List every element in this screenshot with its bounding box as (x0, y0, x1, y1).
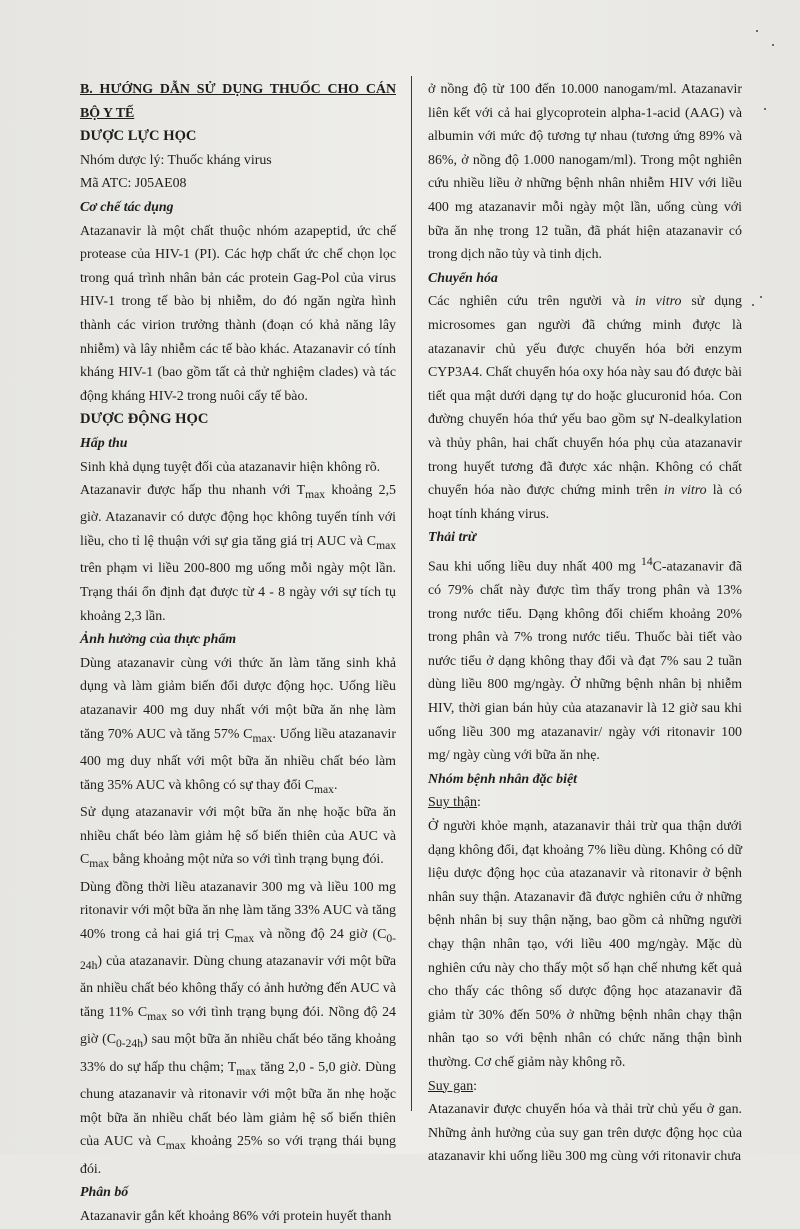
metabolism-heading: Chuyển hóa (428, 270, 498, 286)
text-run: Atazanavir được hấp thu nhanh với T (80, 483, 306, 499)
food-effect-paragraph-1 (80, 652, 396, 801)
absorption-heading: Hấp thu (80, 435, 128, 451)
special-populations-heading: Nhóm bệnh nhân đặc biệt (428, 771, 577, 787)
pharmacodynamics-heading: DƯỢC LỰC HỌC (80, 128, 197, 145)
renal-impairment-heading: Suy thận (428, 795, 478, 811)
text-run: là có hoạt tính kháng virus. (428, 483, 742, 522)
text-run: . (333, 777, 338, 793)
distribution-paragraph-continued: ở nồng độ từ 100 đến 10.000 nanogam/ml. Atazanavir liên kết với cả hai glycoprotein alpha-1-acid (AAG) và albumin với mức độ tương tự nhau (tương ứng 89% và 86%, ở nồng độ 1.000 nanogam/ml). Trong một nghiên cứu nhiều liều ở những bệnh nhân nhiễm HIV với liều 400 mg atazanavir mỗi ngày một lần, uống cùng với bữa ăn nhẹ trong 12 tuần, đã phát hiện atazanavir có trong dịch não tủy và tinh dịch. (428, 82, 742, 263)
text-run: sử dụng microsomes gan người đã chứng minh được là atazanavir chủ yếu được chuyển hóa bởi enzym CYP3A4. Chất chuyển hóa oxy hóa này sau đó được bài tiết qua mật dưới dạng tự do hoặc glucuronid hóa. Con đường chuyển hóa thứ yếu bao gồm sự N-dealkylation và thủy phân, hai chất chuyển hóa phụ của atazanavir trong huyết tương đã được xác nhận. Không có chất chuyển hóa nào được chứng minh trên (428, 294, 742, 499)
colon: : (473, 1078, 478, 1094)
food-effect-paragraph-3 (80, 876, 396, 1182)
subscript: max (314, 782, 334, 796)
text-run: . Uống liều atazanavir 400 mg duy nhất với một bữa ăn nhiều chất béo làm tăng 35% AUC và không có sự thay đổi C (80, 726, 396, 793)
scan-speck (756, 30, 758, 32)
subscript: max (165, 1139, 186, 1153)
text-run: và nồng độ 24 giờ (C (254, 926, 387, 942)
distribution-heading: Phân bố (80, 1185, 129, 1201)
text-run: bằng khoảng một nửa so với tình trạng bụng đói. (109, 852, 384, 868)
metabolism-paragraph (428, 290, 742, 526)
text-run: so với tình trạng bụng đói. Nồng độ 24 giờ (C (80, 1005, 396, 1048)
text-run: C-atazanavir đã có 79% chất này được tìm thấy trong phân và 13% trong nước tiểu. Dạng không đổi chiếm khoảng 20% trong phân và 7% trong nước tiểu. Thuốc bài tiết vào nước tiểu ở dạng không thay đổi và đạt 7% sau 2 tuần dùng liều 800 mg/ngày. Ở những bệnh nhân bị nhiễm HIV, thời gian bán hủy của atazanavir là 12 giờ sau khi uống liều 300 mg atazanavir/ ngày với ritonavir 100 mg/ ngày cùng với bữa ăn nhẹ. (428, 559, 742, 764)
subscript: 0-24h (116, 1037, 144, 1051)
italic-term: in vitro (634, 294, 682, 310)
elimination-paragraph (428, 550, 742, 768)
column-divider (411, 76, 412, 1111)
food-effect-paragraph-2 (80, 801, 396, 876)
scan-speck (760, 296, 762, 298)
subscript: max (376, 538, 396, 552)
absorption-paragraph-2 (80, 479, 396, 628)
elimination-heading: Thải trừ (428, 530, 477, 546)
subscript: max (236, 1064, 257, 1078)
subscript: max (234, 931, 255, 945)
mechanism-paragraph: Atazanavir là một chất thuộc nhóm azapeptid, ức chế protease của HIV-1 (PI). Các hợp chất ức chế chọn lọc trong quá trình nhân bản các protein Gag-Pol của virus HIV-1 trong tế bào bị nhiễm, do đó ngăn ngừa hình thành các virion trưởng thành (đoạn có khả năng lây nhiễm) và lây nhiễm các tế bào khác. Atazanavir có tính kháng HIV-1 (bao gồm tất cả thử nghiệm clades) và tác động kháng HIV-2 trong nuôi cấy tế bào. (80, 223, 396, 404)
subscript: max (252, 731, 273, 745)
section-title: B. HƯỚNG DẪN SỬ DỤNG THUỐC CHO CÁN BỘ Y TẾ (80, 82, 396, 121)
text-run: khoảng 25% so với trạng thái bụng đói. (80, 1134, 396, 1177)
colon: : (477, 795, 481, 811)
subscript: max (89, 856, 110, 870)
text-run: Dùng atazanavir cùng với thức ăn làm tăng sinh khả dụng và làm giảm biến đổi dược động học. Uống liều atazanavir 400 mg duy nhất với một bữa ăn nhẹ làm tăng 70% AUC và tăng 57% C (80, 655, 396, 742)
subscript: 0-24h (80, 931, 396, 972)
text-run: ) sau một bữa ăn nhiều chất béo tăng khoảng 33% do sự hấp thu chậm; T (80, 1032, 396, 1075)
scan-speck (752, 304, 754, 306)
food-effect-heading: Ảnh hưởng của thực phẩm (80, 632, 237, 648)
mechanism-heading: Cơ chế tác dụng (80, 199, 174, 215)
subscript: max (305, 487, 326, 501)
distribution-paragraph-start: Atazanavir gắn kết khoảng 86% với protein huyết thanh (80, 1208, 392, 1224)
subscript: max (147, 1009, 168, 1023)
text-run: khoảng 2,5 giờ. Atazanavir có dược động học không tuyến tính với liều, cho tỉ lệ thuận với sự gia tăng giá trị AUC và C (80, 483, 397, 550)
absorption-paragraph-1: Sinh khả dụng tuyệt đối của atazanavir hiện không rõ. (80, 459, 381, 475)
hepatic-impairment-heading: Suy gan (428, 1078, 474, 1094)
hepatic-paragraph: Atazanavir được chuyển hóa và thải trừ chủ yếu ở gan. Những ảnh hưởng của suy gan trên dược động học của atazanavir khi uống liều 300 mg cùng với ritonavir chưa (428, 1102, 742, 1165)
text-run: ) của atazanavir. Dùng chung atazanavir với một bữa ăn nhiều chất béo không thấy có ảnh hưởng đến AUC và tăng 11% C (80, 954, 396, 1021)
scan-speck (764, 108, 766, 110)
hepatic-heading-line (428, 1075, 742, 1099)
text-run: trên phạm vi liều 200-800 mg uống mỗi ngày một lần. Trạng thái ổn định đạt được từ 4 - 8 ngày với sự tích tụ khoảng 2,3 lần. (80, 561, 396, 624)
renal-heading-line (428, 791, 742, 815)
right-column (428, 78, 742, 1169)
pharmacologic-group: Nhóm dược lý: Thuốc kháng virus (80, 152, 272, 168)
text-run: Dùng đồng thời liều atazanavir 300 mg và liều 100 mg ritonavir với một bữa ăn nhẹ làm tăng 33% AUC và tăng 40% trong cả hai giá trị C (80, 879, 396, 942)
left-column (80, 78, 396, 1229)
italic-term: in vitro (663, 483, 707, 499)
superscript: 14 (641, 554, 653, 568)
scan-speck (772, 44, 774, 46)
text-run: Sau khi uống liều duy nhất 400 mg (428, 559, 642, 575)
pharmacokinetics-heading: DƯỢC ĐỘNG HỌC (80, 411, 209, 428)
renal-paragraph: Ở người khỏe mạnh, atazanavir thải trừ qua thận dưới dạng không đổi, đạt khoảng 7% liều dùng. Không có dữ liệu dược động học của atazanavir và ritonavir ở bệnh nhân suy thận. Atazanavir đã được nghiên cứu ở những bệnh nhân bị suy thận nặng, bao gồm cả những người chạy thận nhân tạo, với liều 400 mg/ngày. Mặc dù nghiên cứu này cho thấy một số hạn chế nhưng kết quả cho thấy các thông số dược động học atazanavir đã giảm từ 30% đến 50% ở những bệnh nhân chạy thận nhân tạo so với bệnh nhân có chức năng thận bình thường. Cơ chế giảm này không rõ. (428, 819, 742, 1070)
atc-code: Mã ATC: J05AE08 (80, 176, 187, 192)
text-run: Các nghiên cứu trên người và (428, 294, 635, 310)
text-run: Sử dụng atazanavir với một bữa ăn nhẹ hoặc bữa ăn nhiều chất béo làm giảm hệ số biến thiên của AUC và C (80, 804, 396, 868)
text-run: tăng 2,0 - 5,0 giờ. Dùng chung atazanavir và ritonavir với một bữa ăn nhẹ hoặc một bữa ăn nhiều chất béo làm giảm hệ số biến thiên của AUC và C (80, 1059, 397, 1150)
